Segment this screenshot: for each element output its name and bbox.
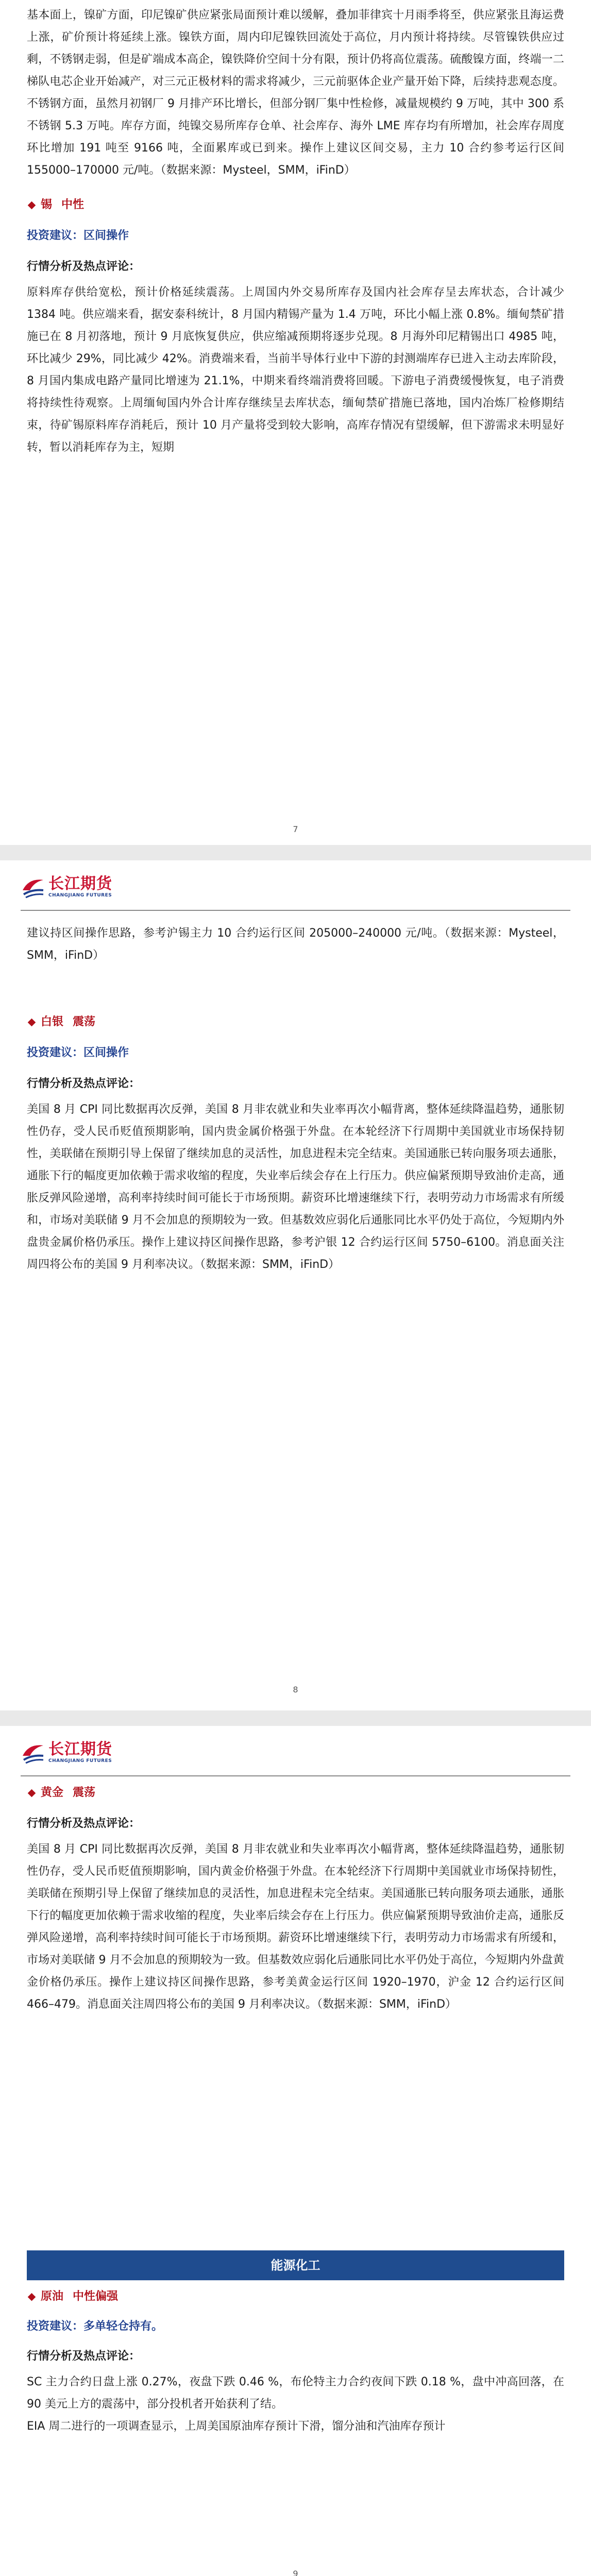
crude-section-title: [27, 2287, 564, 2306]
page-header: [21, 1737, 570, 1778]
logo-name-cn: 长江期货: [48, 1740, 112, 1758]
silver-rating: 震荡: [73, 1015, 96, 1028]
page-number: 9: [293, 2569, 298, 2576]
tin-rating: 中性: [61, 198, 85, 211]
category-header-energy-chem: 能源化工: [27, 2250, 564, 2280]
crude-analysis-text-2: EIA 周二进行的一项调查显示，上周美国原油库存预计下滑，馏分油和汽油库存预计: [27, 2420, 446, 2433]
gold-subhead: 行情分析及热点评论：: [27, 1817, 141, 1830]
silver-title: 白银: [41, 1015, 64, 1028]
page-header: [21, 872, 570, 913]
logo-name-en: CHANGJIANG FUTURES: [48, 1758, 112, 1764]
gold-rating: 震荡: [73, 1786, 96, 1799]
gold-analysis-text: 美国 8 月 CPI 同比数据再次反弹，美国 8 月非农就业和失业率再次小幅背离，整体延续降温趋势，通胀韧性仍存，受人民币贬值预期影响，国内黄金价格强于外盘。在本轮经济下行周期中美国就业市场保持韧性，美联储在预期引导上保留了继续加息的灵活性，加息进程未完全结束。美国通胀已转向服务项去通胀，通胀下行的幅度更加依赖于需求收缩的程度，失业率后续会存在上行压力。供应偏紧预期导致油价走高，通胀反弹风险递增，高利率持续时间可能长于市场预期。薪资环比增速继续下行，表明劳动力市场需求有所缓和，市场对美联储 9 月不会加息的预期较为一致。但基数效应弱化后通胀同比水平仍处于高位，今短期内外盘黄金价格仍承压。操作上建议持区间操作思路，参考美黄金运行区间 1920–1970，沪金 12 合约运行区间 466–479。消息面关注周四将公布的美国 9 月利率决议。（数据来源：SMM，iFinD）: [27, 1843, 564, 2011]
tin-advice: 投资建议：区间操作: [27, 229, 129, 242]
page-9-content: [27, 1784, 564, 2015]
crude-subhead: 行情分析及热点评论：: [27, 2350, 141, 2363]
silver-analysis-text: 美国 8 月 CPI 同比数据再次反弹，美国 8 月非农就业和失业率再次小幅背离，整体延续降温趋势，通胀韧性仍存，受人民币贬值预期影响，国内贵金属价格强于外盘。在本轮经济下行周期中美国就业市场保持韧性，美联储在预期引导上保留了继续加息的灵活性，加息进程未完全结束。美国通胀已转向服务项去通胀，通胀下行的幅度更加依赖于需求收缩的程度，失业率后续会存在上行压力。供应偏紧预期导致油价走高，通胀反弹风险递增，高利率持续时间可能长于市场预期。薪资环比增速继续下行，表明劳动力市场需求有所缓和，市场对美联储 9 月不会加息的预期较为一致。但基数效应弱化后通胀同比水平仍处于高位，今短期内外盘贵金属价格仍承压。操作上建议持区间操作思路，参考沪银 12 合约运行区间 5750–6100。消息面关注周四将公布的美国 9 月利率决议。（数据来源：SMM，iFinD）: [27, 1103, 564, 1271]
page-9: [0, 1726, 591, 2576]
diamond-bullet-icon: [28, 1018, 36, 1026]
page-8-content: [27, 922, 564, 1276]
silver-section-title: [27, 1013, 564, 1031]
tin-analysis-text: 原料库存供给宽松，预计价格延续震荡。上周国内外交易所库存及国内社会库存呈去库状态，合计减少 1384 吨。供应端来看，据安泰科统计，8 月国内精锡产量为 1.4 万吨，环比小幅上涨 0.8%。缅甸禁矿措施已在 8 月初落地，预计 9 月底恢复供应，供应缩减预期将逐步兑现。8 月海外印尼精锡出口 4985 吨，环比减少 29%，同比减少 42%。消费端来看，当前半导体行业中下游的封测端库存已进入主动去库阶段，8 月国内集成电路产量同比增速为 21.1%，中期来看终端消费将回暖。下游电子消费缓慢恢复，电子消费将持续性待观察。上周缅甸国内外合计库存继续呈去库状态，缅甸禁矿措施已落地，国内冶炼厂检修期结束，待矿锡原料库存消耗后，预计 10 月产量将受到较大影响，高库存情况有望缓解，但下游需求未明显好转，暂以消耗库存为主，短期: [27, 286, 564, 454]
header-rule: [21, 1775, 570, 1776]
changjiang-logo-icon: [21, 1740, 45, 1765]
tin-section-title: [27, 196, 564, 214]
gold-title: 黄金: [41, 1786, 64, 1799]
crude-title: 原油: [41, 2290, 64, 2303]
tin-subhead: 行情分析及热点评论：: [27, 260, 141, 273]
crude-advice: 投资建议：多单轻仓持有。: [27, 2320, 163, 2333]
diamond-bullet-icon: [28, 201, 36, 209]
logo-name-en: CHANGJIANG FUTURES: [48, 893, 112, 898]
page-separator: [0, 1710, 591, 1726]
tin-title: 锡: [41, 198, 53, 211]
page-7: [0, 0, 591, 845]
header-rule: [21, 910, 570, 911]
silver-subhead: 行情分析及热点评论：: [27, 1077, 141, 1090]
changjiang-logo: [21, 1740, 112, 1765]
page-7-content: [27, 4, 564, 459]
diamond-bullet-icon: [28, 2293, 36, 2301]
page-9-content-crude: [27, 2287, 564, 2437]
page-number: 8: [293, 1685, 298, 1694]
page-8: [0, 860, 591, 1710]
crude-analysis-text-1: SC 主力合约日盘上涨 0.27%，夜盘下跌 0.46 %，布伦特主力合约夜间下跌 0.18 %，盘中冲高回落，在 90 美元上方的震荡中，部分投机者开始获利了结。: [27, 2376, 564, 2411]
page-separator: [0, 845, 591, 860]
gold-section-title: [27, 1784, 564, 1802]
nickel-analysis-text: 基本面上，镍矿方面，印尼镍矿供应紧张局面预计难以缓解，叠加菲律宾十月雨季将至，供应紧张且海运费上涨，矿价预计将延续上涨。镍铁方面，周内印尼镍铁回流处于高位，月内预计将持续。尽管镍铁供应过剩，不锈钢走弱，但是矿端成本高企，镍铁降价空间十分有限，预计仍将高位震荡。硫酸镍方面，终端一二梯队电芯企业开始减产，对三元正极材料的需求将减少，三元前驱体企业产量开始下降，后续持悲观态度。不锈钢方面，虽然月初钢厂 9 月排产环比增长，但部分钢厂集中性检修，减量规模约 9 万吨，其中 300 系不锈钢 5.3 万吨。库存方面，纯镍交易所库存仓单、社会库存、海外 LME 库存均有所增加，社会库存周度环比增加 191 吨至 9166 吨，全面累库或已到来。操作上建议区间交易，主力 10 合约参考运行区间 155000–170000 元/吨。（数据来源：Mysteel，SMM，iFinD）: [27, 9, 564, 177]
silver-advice: 投资建议：区间操作: [27, 1046, 129, 1059]
page-number: 7: [293, 824, 298, 834]
changjiang-logo-icon: [21, 875, 45, 900]
tin-continuation-text: 建议持区间操作思路，参考沪锡主力 10 合约运行区间 205000–240000 元/吨。（数据来源：Mysteel，SMM，iFinD）: [27, 927, 564, 962]
crude-rating: 中性偏强: [73, 2290, 119, 2303]
logo-name-cn: 长江期货: [48, 875, 112, 893]
diamond-bullet-icon: [28, 1789, 36, 1797]
changjiang-logo: [21, 875, 112, 900]
